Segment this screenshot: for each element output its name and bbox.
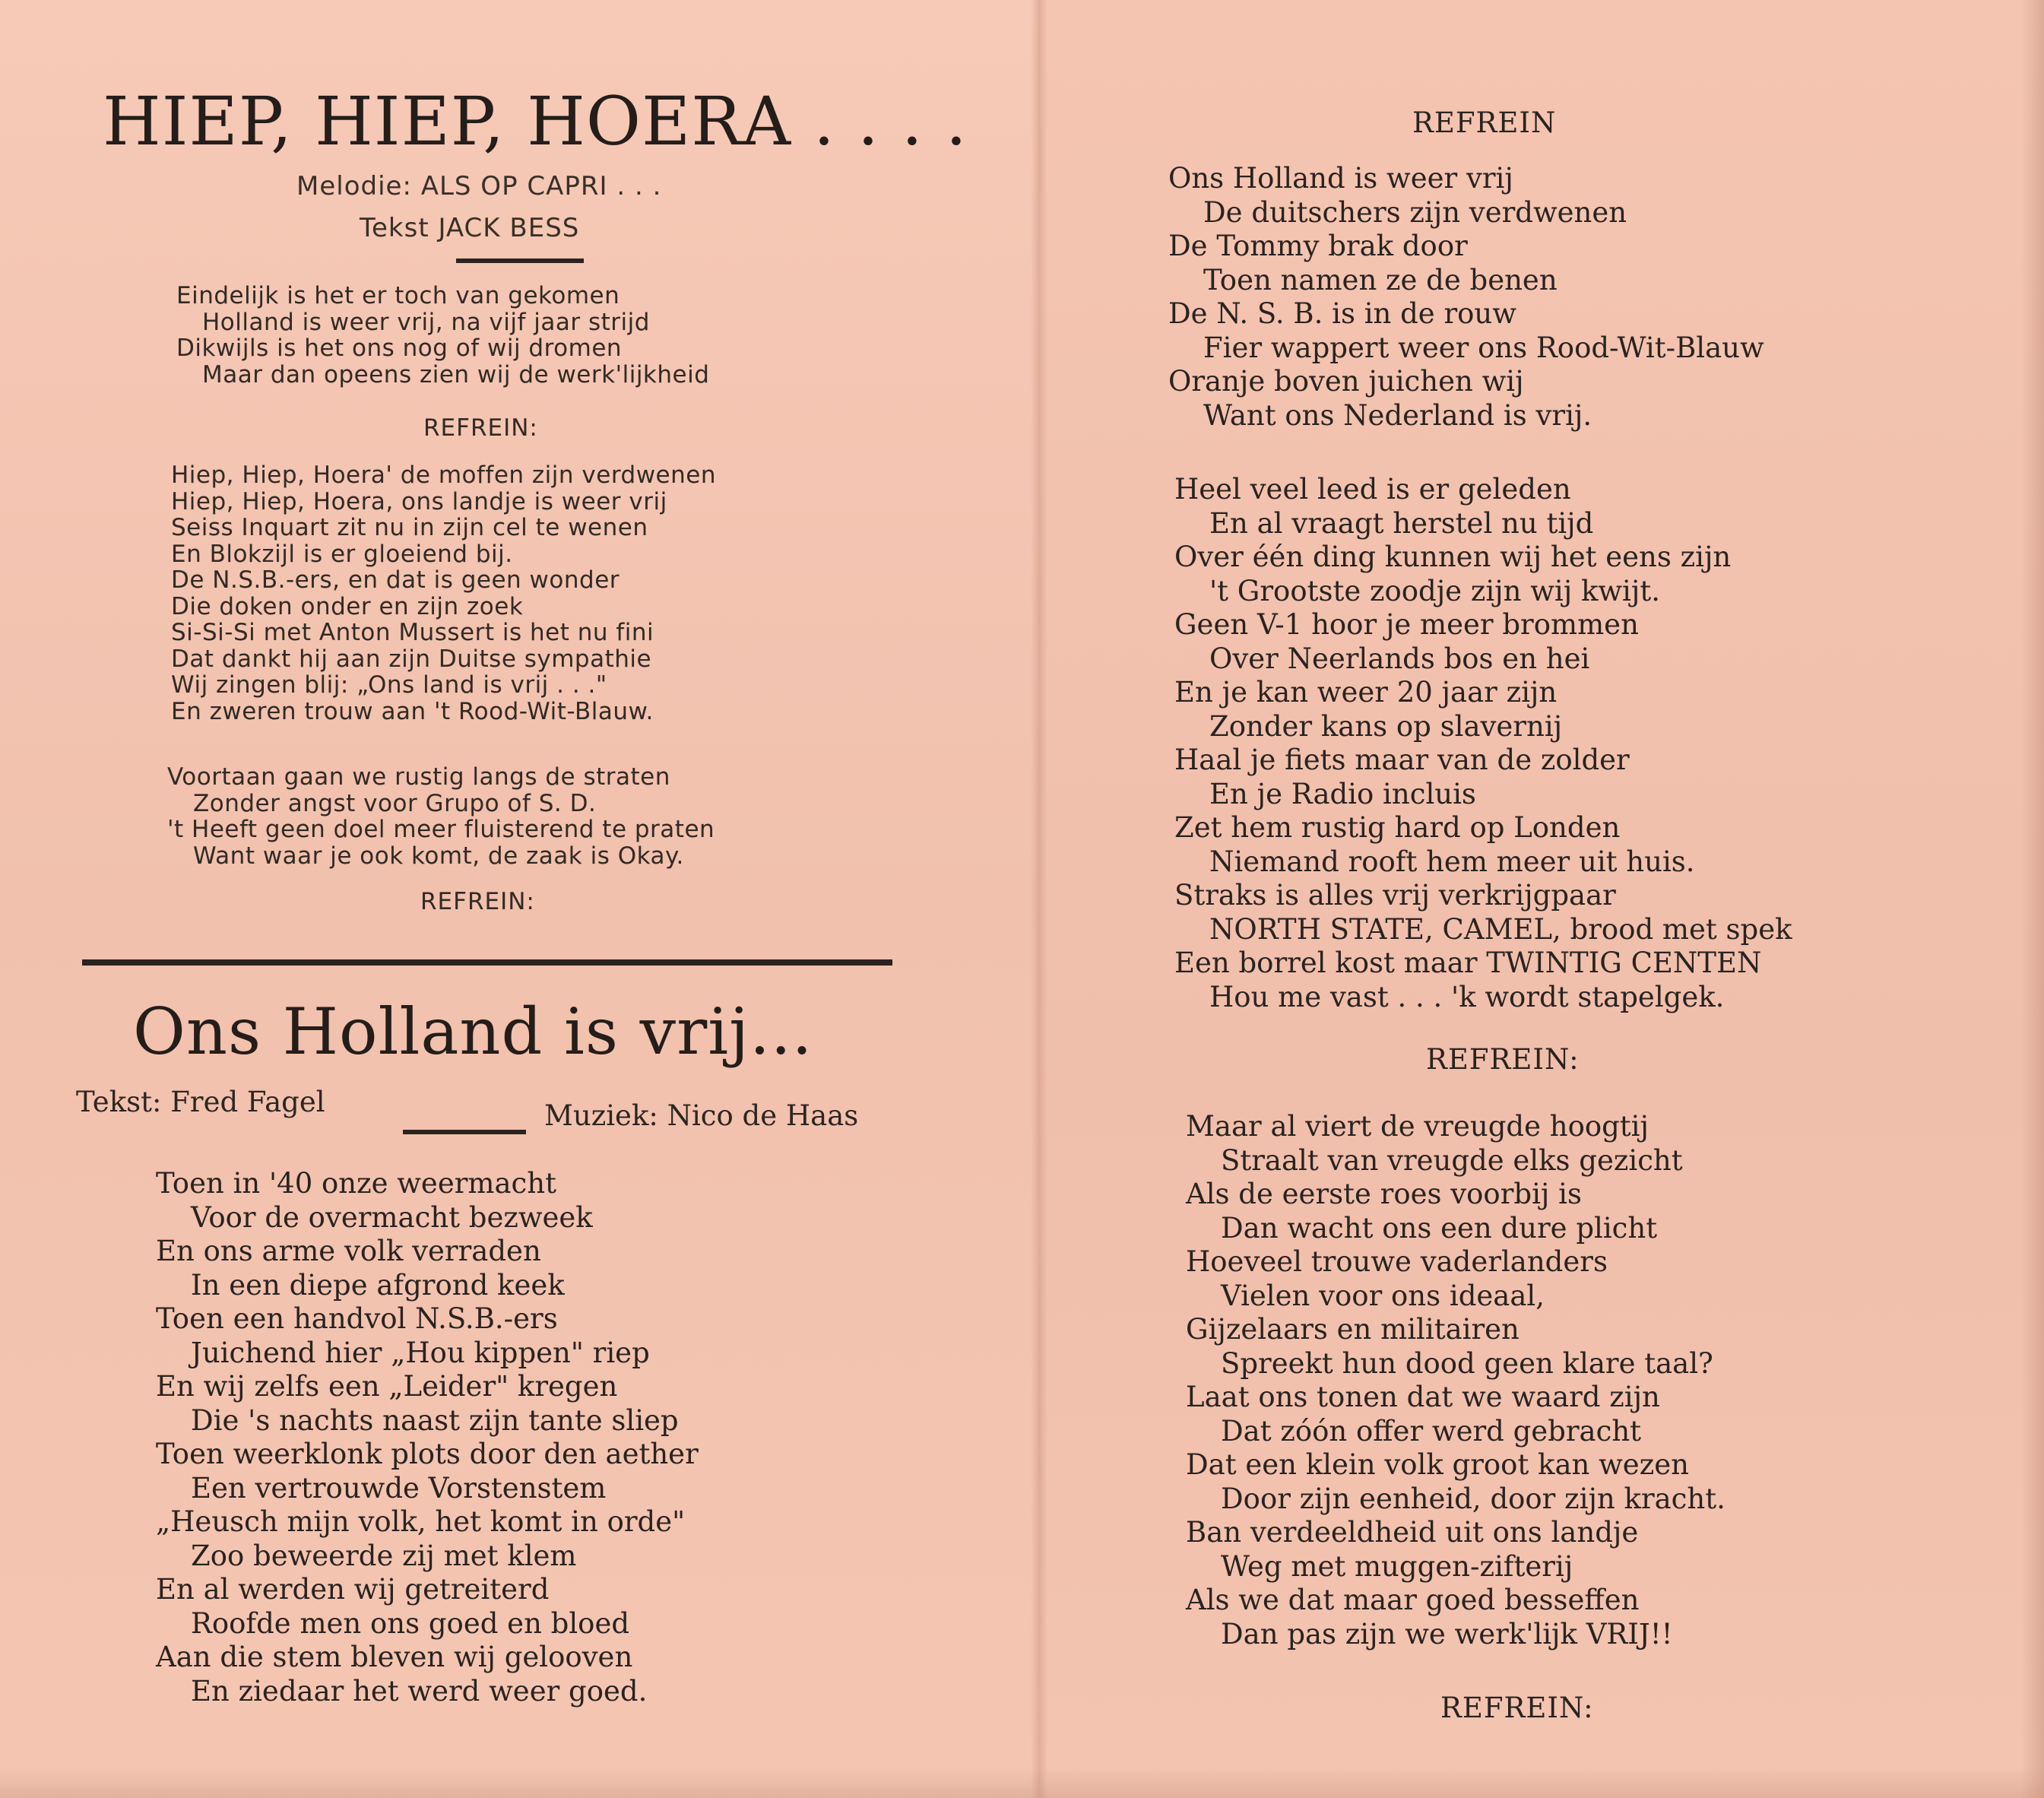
lyric-line: En ziedaar het werd weer goed. [191,1674,648,1708]
lyric-line: De N.S.B.-ers, en dat is geen wonder [171,566,620,594]
lyric-line: 't Heeft geen doel meer fluisterend te praten [167,816,715,843]
page-fold [1031,0,1047,1798]
song1-text-credit: Tekst JACK BESS [360,213,580,243]
song1-melody: Melodie: ALS OP CAPRI . . . [296,171,662,201]
lyric-line: Zonder angst voor Grupo of S. D. [193,789,597,817]
section-divider [82,959,892,966]
lyric-line: Ban verdeeldheid uit ons landje [1186,1516,1639,1549]
lyric-line: Want waar je ook komt, de zaak is Okay. [193,842,684,870]
song2-text-credit: Tekst: Fred Fagel [76,1086,325,1118]
lyric-line: Oranje boven juichen wij [1168,365,1524,398]
lyric-line: Roofde men ons goed en bloed [191,1606,630,1640]
lyric-line: Vielen voor ons ideaal, [1221,1279,1545,1312]
song2-verse3 [1186,1110,1726,1651]
lyric-line: Hiep, Hiep, Hoera, ons landje is weer vrij [171,487,667,515]
lyric-line: Toen namen ze de benen [1203,263,1558,296]
lyric-line: De Tommy brak door [1168,230,1468,262]
lyric-line: De duitschers zijn verdwenen [1203,195,1627,229]
song2-credit-rule [403,1130,526,1134]
lyric-line: Dan wacht ons een dure plicht [1221,1211,1658,1245]
lyric-line: Toen weerklonk plots door den aether [156,1438,699,1470]
lyric-line: Niemand rooft hem meer uit huis. [1209,845,1695,878]
lyric-line: Een vertrouwde Vorstenstem [191,1471,607,1505]
lyric-line: Toen een handvol N.S.B.-ers [156,1302,558,1335]
lyric-line: Holland is weer vrij, na vijf jaar strijd [202,308,650,336]
lyric-line: NORTH STATE, CAMEL, brood met spek [1209,912,1792,946]
lyric-line: Zet hem rustig hard op Londen [1174,811,1621,844]
lyric-line: Dat zóón offer werd gebracht [1221,1414,1642,1448]
lyric-line: Zoo beweerde zij met klem [191,1539,577,1572]
lyric-line: 't Grootste zoodje zijn wij kwijt. [1209,574,1660,607]
song2-title: Ons Holland is vrij... [133,994,813,1069]
lyric-line: In een diepe afgrond keek [191,1268,565,1302]
lyric-line: Hiep, Hiep, Hoera' de moffen zijn verdwenen [171,461,716,489]
song2-music-credit: Muziek: Nico de Haas [544,1099,859,1132]
song1-title: HIEP, HIEP, HOERA . . . . [103,82,968,160]
lyric-line: Weg met muggen-zifterij [1221,1549,1573,1583]
song2-verse2 [1174,473,1792,1014]
lyric-line: Die doken onder en zijn zoek [171,592,524,620]
lyric-line: Dat een klein volk groot kan wezen [1186,1448,1689,1481]
lyric-line: Geen V-1 hoor je meer brommen [1174,608,1639,641]
lyric-line: Hoeveel trouwe vaderlanders [1186,1245,1608,1278]
lyric-line: Heel veel leed is er geleden [1174,473,1571,506]
lyric-line: Haal je fiets maar van de zolder [1174,744,1630,776]
song1-credit-rule [456,258,584,263]
lyric-line: Want ons Nederland is vrij. [1203,398,1592,432]
song1-verse1 [176,283,709,388]
song2-refrein-heading: REFREIN [1412,106,1557,139]
lyric-line: Voortaan gaan we rustig langs de straten [167,763,670,791]
lyric-line: Hou me vast . . . 'k wordt stapelgek. [1209,980,1725,1013]
lyric-line: Die 's nachts naast zijn tante sliep [191,1403,679,1437]
lyric-line: Straalt van vreugde elks gezicht [1221,1143,1683,1177]
page-edge-shadow [2021,0,2044,1798]
lyric-line: En je kan weer 20 jaar zijn [1174,676,1558,709]
lyric-line: En al vraagt herstel nu tijd [1209,506,1594,540]
song2-refrein-label-3: REFREIN: [1440,1692,1594,1724]
song1-refrein-label: REFREIN: [423,414,538,442]
song2-chorus [1168,162,1764,433]
song2-verse1 [156,1167,699,1708]
bottom-edge-shadow [0,1768,2044,1798]
lyric-line: Eindelijk is het er toch van gekomen [176,282,620,309]
lyric-line: Straks is alles vrij verkrijgpaar [1174,879,1616,912]
lyric-line: Maar dan opeens zien wij de werk'lijkheid [202,360,710,388]
lyric-line: Dat dankt hij aan zijn Duitse sympathie [171,645,652,673]
lyric-line: Als de eerste roes voorbij is [1186,1178,1582,1210]
lyric-line: Aan die stem bleven wij gelooven [156,1641,633,1673]
song1-refrein-label-2: REFREIN: [420,888,535,915]
lyric-line: Over Neerlands bos en hei [1209,642,1590,675]
lyric-line: En Blokzijl is er gloeiend bij. [171,540,513,568]
lyric-line: Gijzelaars en militairen [1186,1313,1520,1346]
song2-refrein-label-2: REFREIN: [1426,1043,1580,1076]
lyric-line: Spreekt hun dood geen klare taal? [1221,1346,1713,1380]
lyric-line: Si-Si-Si met Anton Mussert is het nu fini [171,619,654,646]
lyric-line: Toen in '40 onze weermacht [156,1167,556,1200]
lyric-line: Dikwijls is het ons nog of wij dromen [176,335,623,362]
lyric-line: Ons Holland is weer vrij [1168,162,1513,195]
lyric-line: „Heusch mijn volk, het komt in orde" [156,1505,686,1538]
lyric-line: Als we dat maar goed besseffen [1186,1584,1640,1616]
lyric-line: Wij zingen blij: „Ons land is vrij . . ." [171,671,607,699]
lyric-line: Dan pas zijn we werk'lijk VRIJ!! [1221,1617,1673,1651]
lyric-line: Laat ons tonen dat we waard zijn [1186,1381,1660,1413]
song1-verse2 [167,764,715,869]
lyric-line: Over één ding kunnen wij het eens zijn [1174,541,1732,573]
lyric-line: En je Radio incluis [1209,777,1476,810]
lyric-line: Door zijn eenheid, door zijn kracht. [1221,1482,1726,1515]
lyric-line: De N. S. B. is in de rouw [1168,297,1516,330]
song1-chorus [171,462,716,725]
lyric-line: Een borrel kost maar TWINTIG CENTEN [1174,947,1762,979]
lyric-line: En wij zelfs een „Leider" kregen [156,1370,618,1403]
lyric-line: En zweren trouw aan 't Rood-Wit-Blauw. [171,697,654,725]
lyric-line: Zonder kans op slavernij [1209,709,1563,743]
lyric-line: En ons arme volk verraden [156,1235,541,1267]
lyric-line: Voor de overmacht bezweek [191,1200,593,1234]
lyric-line: En al werden wij getreiterd [156,1573,550,1606]
lyric-line: Maar al viert de vreugde hoogtij [1186,1110,1649,1143]
lyric-line: Fier wappert weer ons Rood-Wit-Blauw [1203,331,1764,364]
lyric-line: Juichend hier „Hou kippen" riep [191,1336,650,1369]
lyric-line: Seiss Inquart zit nu in zijn cel te wenen [171,514,648,541]
